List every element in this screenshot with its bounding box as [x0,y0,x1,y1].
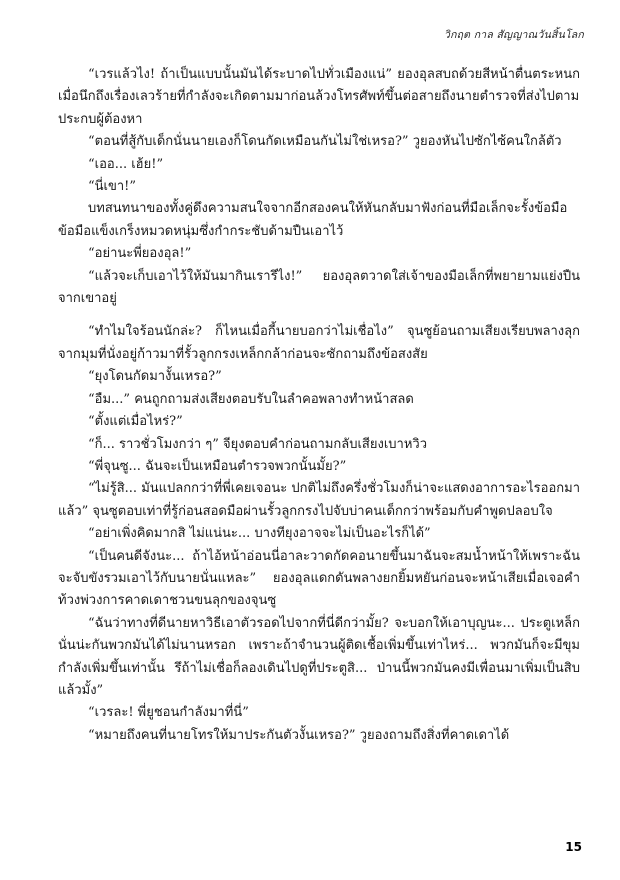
paragraph: “ฉันว่าทางที่ดีนายหาวิธีเอาตัวรอดไปจากที่นี่ดีกว่ามั้ย? จะบอกให้เอาบุญนะ... ประตูเหล็กนั่นน่ะกันพวกมันได้ไม่นานหรอก เพราะถ้าจำนวนผู้ติดเชื้อเพิ่มขึ้นเท่าไหร่... พวกมันก็จะมีขุมกำลังเพิ่มขึ้นเท่านั้น รึถ้าไม่เชื่อก็ลองเดินไปดูที่ประตูสิ... ป่านนี้พวกมันคงมีเพื่อนมาเพิ่มเป็นสิบแล้วมั้ง” [58,615,580,698]
paragraph: “ยุงโดนกัดมางั้นเหรอ?” [88,369,222,385]
paragraph: “ตั้งแต่เมื่อไหร่?” [88,414,183,430]
paragraph: บทสนทนาของทั้งคู่ดึงความสนใจจากอีกสองคนให้หันกลับมาฟังก่อนที่มือเล็กจะรั้งข้อมือข้อมือแข็งเกร็งหมวดหนุ่มซึ่งกำกระชับด้ามปืนเอาไว้ [58,201,568,239]
paragraph: “เออ... เฮ้ย!” [88,156,164,172]
paragraph: “เป็นคนดีจังนะ... ถ้าไอ้หน้าอ่อนนี่อาละวาดกัดคอนายขึ้นมาฉันจะสมน้ำหน้าให้เพราะฉันจะจับขังรวมเอาไว้กับนายนั่นแหละ” ยองอุลแดกดันพลางยกยิ้มหยันก่อนจะหน้าเสียเมื่อเจอคำท้วงพ่วงการคาดเดาชวนขนลุกของจุนซู [58,548,580,609]
paragraph: “นี่เขา!” [88,179,137,195]
paragraph: “อืม...” คนถูกถามส่งเสียงตอบรับในลำคอพลางทำหน้าสลด [88,391,414,407]
paragraph: “แล้วจะเก็บเอาไว้ให้มันมากินเรารึไง!” ยองอุลตวาดใส่เจ้าของมือเล็กที่พยายามแย่งปืนจากเขาอยู่ [58,268,580,307]
paragraph: “ไม่รู้สิ... มันแปลกกว่าที่พี่เคยเจอนะ ปกติไม่ถึงครึ่งชั่วโมงก็น่าจะแสดงอาการอะไรออกมาแล้ว” จุนซูตอบเท่าที่รู้ก่อนสอดมือผ่านรั้วลูกกรงไปจับบ่าคนเด็กกว่าพร้อมกับคำพูดปลอบใจ [58,481,580,519]
paragraph: “ตอนที่สู้กับเด็กนั่นนายเองก็โดนกัดเหมือนกันไม่ใช่เหรอ?” วูยองหันไปซักไซ้คนใกล้ตัว [88,134,562,150]
paragraph: “ก็... ราวชั่วโมงกว่า ๆ” จียุงตอบคำก่อนถามกลับเสียงเบาหวิว [88,436,427,452]
page-number: 15 [565,840,582,854]
body-text [58,64,580,747]
running-header: วิกฤต กาล สัญญาณวันสิ้นโลก [443,29,584,41]
paragraph: “เวรแล้วไง! ถ้าเป็นแบบนั้นมันได้ระบาดไปทั่วเมืองแน่” ยองอุลสบถด้วยสีหน้าตื่นตระหนกเมื่อนึกถึงเรื่องเลวร้ายที่กำลังจะเกิดตามมาก่อนล้วงโทรศัพท์ขึ้นต่อสายถึงนายตำรวจที่ส่งไปตามประกบผู้ต้องหา [58,67,580,127]
paragraph: “ทำไมใจร้อนนักล่ะ? ก็ไหนเมื่อกี้นายบอกว่าไม่เชื่อไง” จุนซูย้อนถามเสียงเรียบพลางลุกจากมุมที่นั่งอยู่ก้าวมาที่รั้วลูกกรงเหล็กกล้าก่อนจะซักถามถึงข้อสงสัย [58,324,580,362]
paragraph: “พี่จุนซู... ฉันจะเป็นเหมือนตำรวจพวกนั้นมั้ย?” [88,458,347,474]
paragraph: “เวรละ! พี่ยูชอนกำลังมาที่นี่” [88,705,249,721]
paragraph: “อย่านะพี่ยองอุล!” [88,246,192,262]
paragraph: “หมายถึงคนที่นายโทรให้มาประกันตัวงั้นเหรอ?” วูยองถามถึงสิ่งที่คาดเดาได้ [88,727,510,743]
paragraph: “อย่าเพิ่งคิดมากสิ ไม่แน่นะ... บางทียุงอาจจะไม่เป็นอะไรก็ได้” [88,526,431,542]
